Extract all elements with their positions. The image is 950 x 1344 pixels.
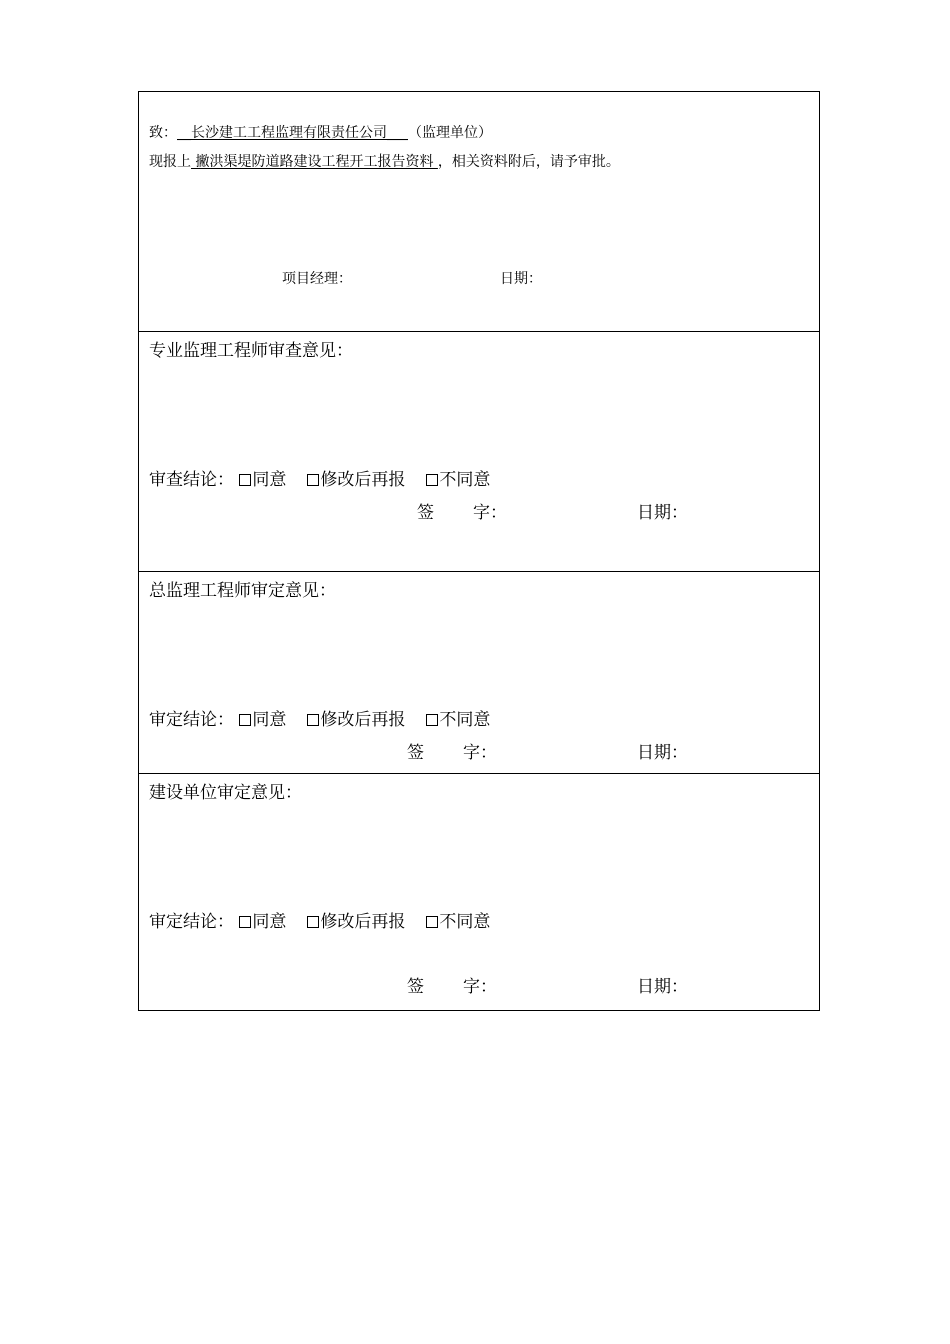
supervision-company: __长沙建工工程监理有限责任公司___ — [177, 125, 408, 141]
report-document: 撇洪渠堤防道路建设工程开工报告资料 — [191, 154, 438, 170]
owner-sign-label-1: 签 — [407, 977, 424, 997]
owner-conclusion-label: 审定结论： — [149, 912, 234, 932]
report-line — [149, 151, 620, 171]
approval-form — [138, 91, 820, 1011]
addressee-line — [149, 122, 492, 142]
engineer-date-label: 日期： — [637, 503, 688, 523]
engineer-review-section — [139, 331, 819, 571]
owner-review-title: 建设单位审定意见： — [149, 783, 302, 803]
checkbox-icon[interactable] — [239, 916, 251, 928]
owner-option-revise[interactable]: 修改后再报 — [307, 907, 405, 932]
project-manager-label: 项目经理： — [282, 271, 352, 287]
chief-review-title: 总监理工程师审定意见： — [149, 581, 336, 601]
chief-conclusion-row — [149, 705, 490, 730]
engineer-sign-label-2: 字： — [473, 503, 507, 523]
checkbox-icon[interactable] — [239, 474, 251, 486]
engineer-conclusion-label: 审查结论： — [149, 470, 234, 490]
checkbox-icon[interactable] — [307, 714, 319, 726]
chief-option-disagree[interactable]: 不同意 — [426, 705, 490, 730]
engineer-option-agree[interactable]: 同意 — [239, 465, 286, 490]
header-date-label: 日期： — [500, 271, 542, 287]
to-suffix: （监理单位） — [408, 125, 492, 141]
checkbox-icon[interactable] — [307, 474, 319, 486]
submission-section — [139, 92, 819, 331]
owner-sign-label-2: 字： — [463, 977, 497, 997]
chief-review-section — [139, 571, 819, 773]
chief-option-revise[interactable]: 修改后再报 — [307, 705, 405, 730]
engineer-conclusion-row — [149, 465, 490, 490]
engineer-option-disagree[interactable]: 不同意 — [426, 465, 490, 490]
engineer-review-title: 专业监理工程师审查意见： — [149, 341, 353, 361]
chief-sign-label-2: 字： — [463, 743, 497, 763]
chief-date-label: 日期： — [637, 743, 688, 763]
chief-option-agree[interactable]: 同意 — [239, 705, 286, 730]
owner-option-disagree[interactable]: 不同意 — [426, 907, 490, 932]
checkbox-icon[interactable] — [426, 916, 438, 928]
checkbox-icon[interactable] — [426, 474, 438, 486]
chief-sign-label-1: 签 — [407, 743, 424, 763]
owner-review-section — [139, 773, 819, 1010]
owner-option-agree[interactable]: 同意 — [239, 907, 286, 932]
engineer-sign-label-1: 签 — [417, 503, 434, 523]
to-prefix: 致： — [149, 125, 177, 141]
chief-conclusion-label: 审定结论： — [149, 710, 234, 730]
report-suffix: ，相关资料附后，请予审批。 — [437, 154, 620, 170]
checkbox-icon[interactable] — [307, 916, 319, 928]
checkbox-icon[interactable] — [426, 714, 438, 726]
owner-date-label: 日期： — [637, 977, 688, 997]
engineer-option-revise[interactable]: 修改后再报 — [307, 465, 405, 490]
checkbox-icon[interactable] — [239, 714, 251, 726]
owner-conclusion-row — [149, 907, 490, 932]
report-prefix: 现报上 — [149, 154, 191, 170]
